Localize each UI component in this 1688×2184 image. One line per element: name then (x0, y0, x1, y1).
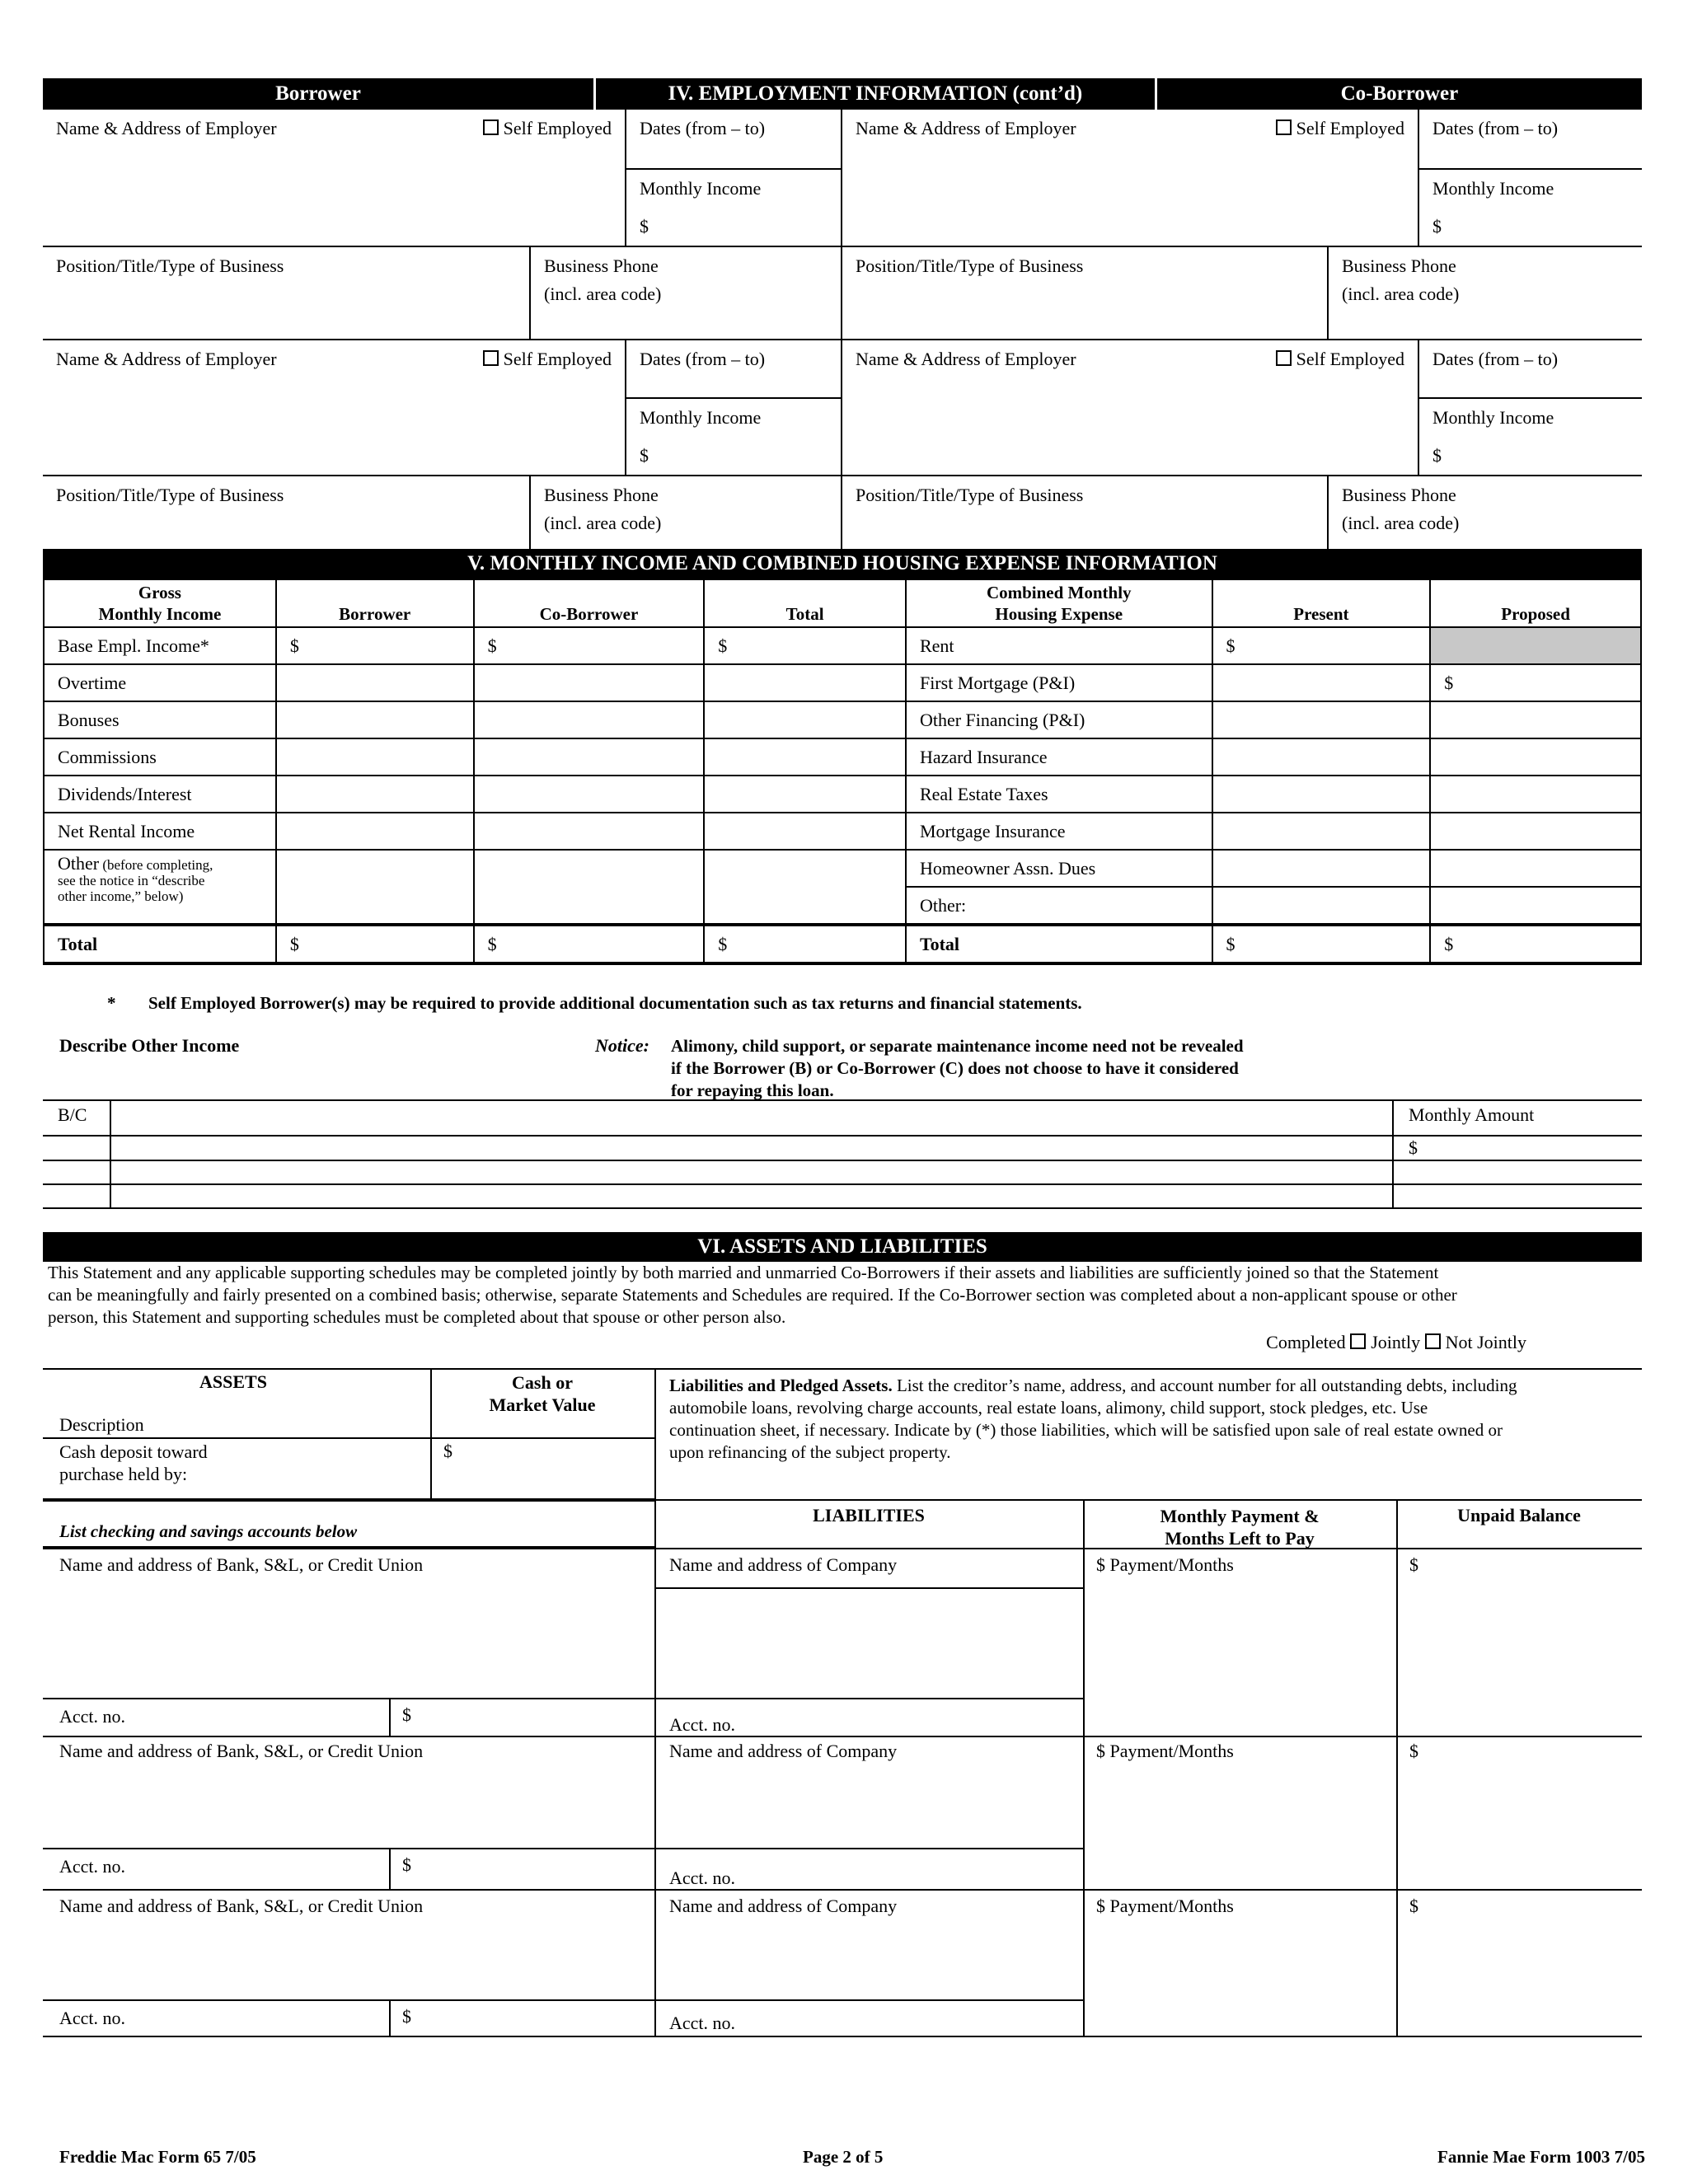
input-cell[interactable] (276, 664, 474, 701)
checkbox-icon (483, 350, 499, 366)
monthly-income-field[interactable]: Monthly Income $ (640, 407, 762, 466)
input-cell[interactable] (1212, 701, 1431, 738)
amount-input[interactable] (1393, 1160, 1642, 1184)
payment-months[interactable]: $ Payment/Months (1096, 1741, 1234, 1761)
monthly-income-field[interactable]: Monthly Income $ (1432, 178, 1554, 237)
self-employed-checkbox[interactable]: Self Employed (483, 345, 612, 373)
not-jointly-checkbox[interactable]: Not Jointly (1425, 1332, 1526, 1352)
total-row: Total $ $ $ Total $ $ (44, 925, 1641, 963)
bank-label: Name and address of Bank, S&L, or Credit Union (59, 1741, 424, 1761)
shaded-cell (1430, 627, 1641, 664)
employer-name-label: Name & Address of Employer (56, 118, 277, 138)
footer-left: Freddie Mac Form 65 7/05 (59, 2147, 256, 2167)
divider (1083, 1500, 1085, 2036)
self-employed-note: * Self Employed Borrower(s) may be required to provide additional documentation such as tax returns and financial statements. (107, 993, 1082, 1013)
bc-input[interactable] (43, 1160, 110, 1184)
input-cell[interactable] (474, 738, 705, 776)
col-total: Total (704, 579, 906, 627)
income-row: Base Empl. Income* $ $ $ Rent $ (44, 627, 1641, 664)
input-cell[interactable] (1430, 850, 1641, 887)
footer-page: Page 2 of 5 (803, 2147, 884, 2167)
employer-block-2 (43, 340, 1642, 476)
input-cell[interactable] (276, 776, 474, 813)
description-input[interactable] (110, 1160, 1393, 1184)
divider (43, 1498, 654, 1502)
col-combined: Combined Monthly Housing Expense (906, 579, 1212, 627)
notice-text: Alimony, child support, or separate maintenance income need not be revealed if the Borrower (B) or Co-Borrower (C) does not choose to have it considered for repaying this loan. (671, 1036, 1244, 1100)
amount-input[interactable] (1393, 1184, 1642, 1208)
divider (43, 1999, 1083, 2001)
unpaid-balance-input[interactable]: $ (1409, 1554, 1418, 1575)
col-present: Present (1212, 579, 1431, 627)
input-cell[interactable] (474, 850, 705, 925)
income-row: Net Rental Income Mortgage Insurance (44, 813, 1641, 850)
employer-block-1 (43, 110, 1642, 247)
dates-field[interactable]: Dates (from – to) (626, 340, 841, 399)
coborrower-dates-income-2 (1419, 340, 1642, 475)
input-cell[interactable]: $ (1430, 664, 1641, 701)
input-cell[interactable]: $ (704, 627, 906, 664)
input-cell[interactable] (474, 776, 705, 813)
acct-amount-input[interactable]: $ (402, 1854, 411, 1875)
input-cell[interactable]: $ (704, 925, 906, 963)
footer-right: Fannie Mae Form 1003 7/05 (1437, 2147, 1645, 2167)
acct-amount-input[interactable]: $ (402, 2006, 411, 2027)
coborrower-header: Co-Borrower (1340, 82, 1459, 105)
income-row: Overtime First Mortgage (P&I) $ (44, 664, 1641, 701)
company-label: Name and address of Company (669, 1741, 898, 1761)
borrower-employer-2[interactable]: Name & Address of Employer Self Employed (43, 340, 626, 475)
acct-no-label: Acct. no. (59, 2008, 126, 2028)
col-proposed: Proposed (1430, 579, 1641, 627)
unpaid-balance-header: Unpaid Balance (1457, 1505, 1581, 1526)
other-income-header (43, 1035, 1642, 1099)
input-cell[interactable]: $ (276, 925, 474, 963)
company-acct-no: Acct. no. (669, 1868, 736, 1888)
input-cell[interactable] (1212, 738, 1431, 776)
company-label: Name and address of Company (669, 1896, 898, 1916)
income-row: Bonuses Other Financing (P&I) (44, 701, 1641, 738)
company-acct-no: Acct. no. (669, 2013, 736, 2033)
coborrower-position-1[interactable]: Position/Title/Type of Business (842, 247, 1329, 339)
dates-field[interactable]: Dates (from – to) (1419, 110, 1642, 170)
section-v-title: V. MONTHLY INCOME AND COMBINED HOUSING EXPENSE INFORMATION (43, 549, 1642, 579)
income-table (43, 579, 1642, 965)
divider (654, 1548, 1642, 1549)
coborrower-dates-income-1 (1419, 110, 1642, 246)
input-cell[interactable] (1212, 850, 1431, 887)
section-iv-title: IV. EMPLOYMENT INFORMATION (cont’d) (596, 78, 1157, 110)
income-row: Commissions Hazard Insurance (44, 738, 1641, 776)
monthly-amount-label: Monthly Amount (1393, 1099, 1642, 1136)
bc-label: B/C (43, 1099, 110, 1136)
monthly-income-field[interactable]: Monthly Income $ (640, 178, 762, 237)
col-gross: Gross Monthly Income (44, 579, 276, 627)
unpaid-balance-input[interactable]: $ (1409, 1741, 1418, 1761)
income-row: Dividends/Interest Real Estate Taxes (44, 776, 1641, 813)
input-cell[interactable] (1430, 738, 1641, 776)
monthly-payment-header: Monthly Payment & Months Left to Pay (1160, 1506, 1320, 1549)
coborrower-phone-1[interactable]: Business Phone (incl. area code) (1342, 255, 1460, 304)
divider (43, 1437, 654, 1439)
checkbox-icon (1276, 120, 1292, 135)
input-cell[interactable] (704, 776, 906, 813)
input-cell[interactable] (1430, 887, 1641, 925)
cash-deposit-input[interactable]: $ (443, 1441, 452, 1461)
payment-months[interactable]: $ Payment/Months (1096, 1554, 1234, 1575)
cash-deposit-label: Cash deposit toward purchase held by: (59, 1441, 208, 1484)
input-cell[interactable] (1430, 701, 1641, 738)
dates-field[interactable]: Dates (from – to) (1419, 340, 1642, 399)
acct-amount-input[interactable]: $ (402, 1704, 411, 1725)
bc-input[interactable] (43, 1184, 110, 1208)
input-cell[interactable] (704, 850, 906, 925)
borrower-employer-1[interactable] (43, 110, 626, 246)
assets-intro: This Statement and any applicable supporting schedules may be completed jointly by both married and unmarried Co-Borrowers if their assets and liabilities are sufficiently joined so that the Statement can be meaningfully and fairly presented on a combined basis; otherwise, separate Statements and Schedules are required. If the Co-Borrower section was completed about a non-applicant spouse or other person, this Statement and supporting schedules must be completed about that spouse or other person also. (48, 1263, 1457, 1327)
payment-months[interactable]: $ Payment/Months (1096, 1896, 1234, 1916)
position-row-1 (43, 247, 1642, 340)
company-acct-no: Acct. no. (669, 1714, 736, 1735)
input-cell[interactable]: $ (276, 627, 474, 664)
divider (389, 1999, 391, 2036)
dates-field[interactable]: Dates (from – to) (626, 110, 841, 170)
borrower-header: Borrower (43, 78, 596, 110)
self-employed-checkbox[interactable]: Self Employed (483, 115, 612, 143)
checkbox-icon (483, 120, 499, 135)
divider (43, 1546, 654, 1549)
notice-label: Notice: (595, 1035, 649, 1056)
input-cell[interactable] (276, 738, 474, 776)
amount-input[interactable]: $ (1393, 1136, 1642, 1160)
checkbox-icon (1425, 1333, 1441, 1349)
input-cell[interactable] (1212, 776, 1431, 813)
input-cell[interactable] (276, 813, 474, 850)
assets-header: ASSETS (199, 1371, 267, 1392)
assets-liabilities-grid (43, 1368, 1642, 2037)
coborrower-phone-2[interactable]: Business Phone (incl. area code) (1342, 485, 1460, 533)
employment-header (43, 78, 1642, 110)
input-cell[interactable]: $ (474, 925, 705, 963)
acct-no-label: Acct. no. (59, 1856, 126, 1877)
self-employed-checkbox[interactable]: Self Employed (1276, 115, 1404, 143)
divider (389, 1698, 391, 1736)
checkbox-icon (1276, 350, 1292, 366)
self-employed-checkbox[interactable]: Self Employed (1276, 345, 1404, 373)
input-cell[interactable] (1430, 813, 1641, 850)
description-label: Description (59, 1414, 144, 1435)
input-cell[interactable]: $ (1212, 925, 1431, 963)
input-cell[interactable] (276, 701, 474, 738)
input-cell[interactable] (704, 664, 906, 701)
input-cell[interactable] (474, 813, 705, 850)
divider (1396, 1500, 1398, 2036)
borrower-phone-1[interactable]: Business Phone (incl. area code) (531, 247, 842, 339)
bank-label: Name and address of Bank, S&L, or Credit Union (59, 1896, 424, 1916)
list-accounts-label: List checking and savings accounts below (59, 1521, 358, 1541)
liabilities-header: LIABILITIES (813, 1505, 925, 1526)
col-coborrower: Co-Borrower (474, 579, 705, 627)
company-label: Name and address of Company (669, 1554, 898, 1575)
unpaid-balance-input[interactable]: $ (1409, 1896, 1418, 1916)
section-vi-title: VI. ASSETS AND LIABILITIES (43, 1232, 1642, 1262)
description-input[interactable] (110, 1099, 1393, 1136)
income-row: Other: (44, 887, 1641, 925)
position-row-2 (43, 476, 1642, 549)
input-cell[interactable] (1212, 887, 1431, 925)
col-borrower: Borrower (276, 579, 474, 627)
divider (389, 1848, 391, 1889)
borrower-position-2[interactable]: Position/Title/Type of Business (43, 476, 531, 549)
acct-no-label: Acct. no. (59, 1706, 126, 1727)
income-row: Other (before completing, see the notice in “describe other income,” below) Homeowner Assn. Dues (44, 850, 1641, 887)
borrower-dates-income-2 (626, 340, 842, 475)
form-page (43, 78, 1642, 2037)
monthly-income-field[interactable]: Monthly Income $ (1432, 407, 1554, 466)
jointly-checkbox[interactable]: Jointly (1350, 1332, 1420, 1352)
input-cell[interactable] (1212, 813, 1431, 850)
coborrower-employer-2[interactable]: Name & Address of Employer Self Employed (842, 340, 1419, 475)
divider (654, 1499, 1642, 1501)
bc-input[interactable] (43, 1136, 110, 1160)
borrower-dates-income-1 (626, 110, 842, 246)
input-cell[interactable] (704, 701, 906, 738)
borrower-phone-2[interactable]: Business Phone (incl. area code) (531, 476, 842, 549)
other-income-table (43, 1099, 1642, 1209)
cash-market-header: Cash or Market Value (489, 1372, 596, 1415)
divider (43, 1698, 1083, 1699)
input-cell[interactable] (276, 850, 474, 925)
divider (43, 1848, 1083, 1849)
divider (654, 1587, 1083, 1589)
divider (43, 1889, 1642, 1891)
input-cell[interactable] (474, 701, 705, 738)
input-cell[interactable]: $ (1212, 627, 1431, 664)
liabilities-intro: Liabilities and Pledged Assets. List the creditor’s name, address, and account number for all outstanding debts, including automobile loans, revolving charge accounts, real estate loans, alimony, child support, stock pledges, etc. Use continuation sheet, if necessary. Indicate by (*) those liabilities, which will be satisfied upon sale of real estate owned or upon refinancing of the subject property. (669, 1376, 1517, 1462)
input-cell[interactable]: $ (1430, 925, 1641, 963)
divider (43, 1736, 1642, 1737)
divider (654, 1370, 656, 2036)
input-cell[interactable] (704, 738, 906, 776)
input-cell[interactable] (1430, 776, 1641, 813)
input-cell[interactable]: $ (474, 627, 705, 664)
coborrower-employer-1[interactable]: Name & Address of Employer Self Employed (842, 110, 1419, 246)
description-input[interactable] (110, 1136, 1393, 1160)
description-input[interactable] (110, 1184, 1393, 1208)
input-cell[interactable] (1212, 664, 1431, 701)
input-cell[interactable] (704, 813, 906, 850)
borrower-position-1[interactable]: Position/Title/Type of Business (43, 247, 531, 339)
completed-options: Completed Jointly Not Jointly (1266, 1332, 1526, 1352)
checkbox-icon (1350, 1333, 1366, 1349)
input-cell[interactable] (474, 664, 705, 701)
describe-other-income-label: Describe Other Income (59, 1035, 240, 1056)
bank-label: Name and address of Bank, S&L, or Credit Union (59, 1554, 424, 1575)
coborrower-position-2[interactable]: Position/Title/Type of Business (842, 476, 1329, 549)
